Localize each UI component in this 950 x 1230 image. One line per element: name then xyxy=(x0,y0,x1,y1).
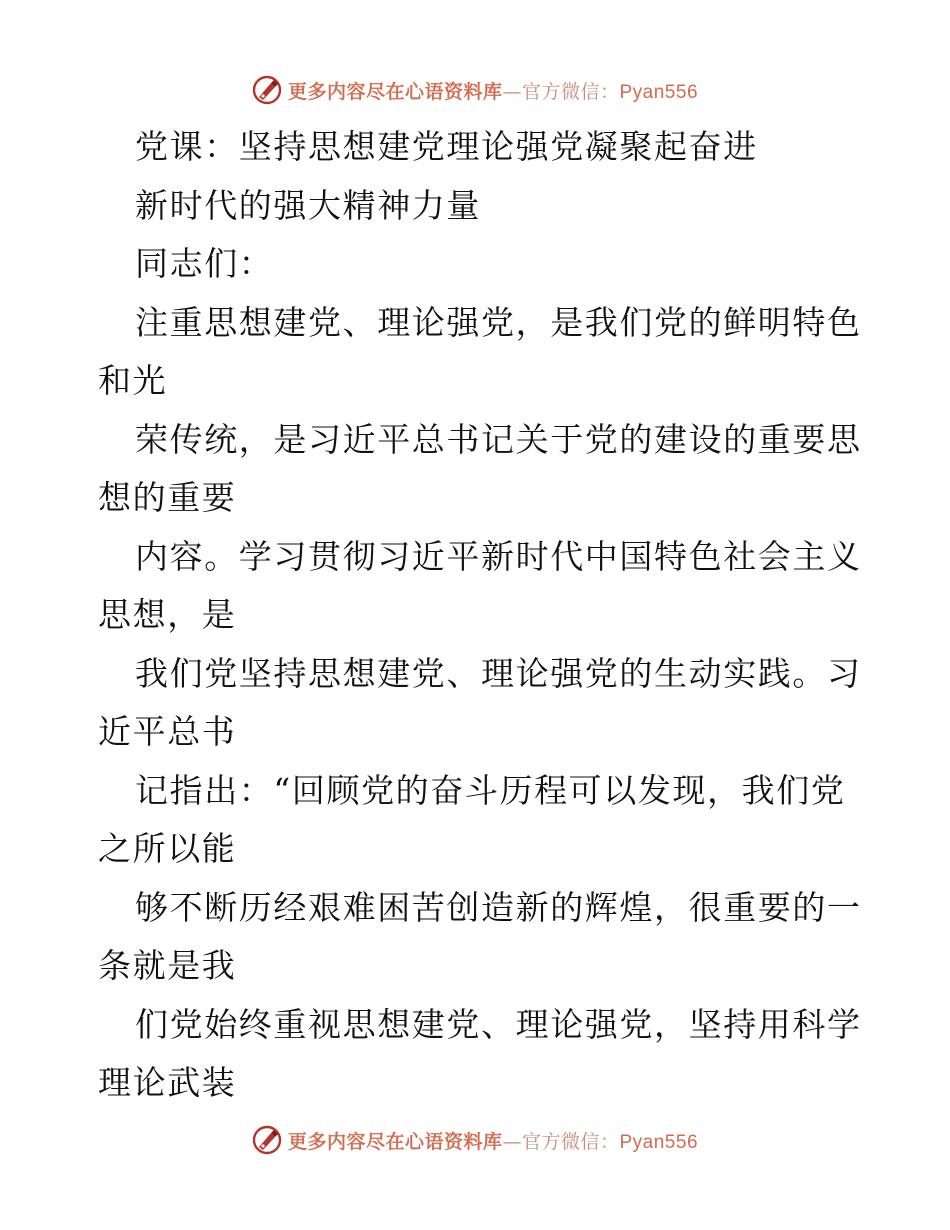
text-line: 们党始终重视思想建党、理论强党，坚持用科学 xyxy=(135,1004,862,1044)
text-line: 同志们： xyxy=(135,244,274,283)
watermark-wechat-label: 官方微信： xyxy=(521,1130,620,1153)
text-line: 党课：坚持思想建党理论强党凝聚起奋进 xyxy=(135,127,758,166)
pen-nib-logo-icon xyxy=(252,75,282,105)
header-watermark xyxy=(0,70,950,110)
text-line: 思想，是 xyxy=(98,595,237,634)
watermark-wechat-label: 官方微信： xyxy=(521,80,620,103)
text-line: 条就是我 xyxy=(98,946,237,985)
text-line: 够不断历经艰难困苦创造新的辉煌，很重要的一 xyxy=(135,887,862,927)
text-line: 理论武装 xyxy=(98,1063,237,1102)
watermark-dash: — xyxy=(502,1130,522,1153)
text-line: 记指出：“回顾党的奋斗历程可以发现，我们党 xyxy=(135,770,846,810)
text-line: 新时代的强大精神力量 xyxy=(135,185,481,225)
pen-nib-logo-icon xyxy=(252,1125,282,1155)
text-line: 我们党坚持思想建党、理论强党的生动实践。习 xyxy=(135,653,862,693)
text-line: 之所以能 xyxy=(98,829,237,868)
text-line: 和光 xyxy=(98,361,168,400)
text-line: 荣传统，是习近平总书记关于党的建设的重要思 xyxy=(135,419,862,459)
watermark-dash: — xyxy=(502,80,522,103)
watermark-main: 更多内容尽在心语资料库 xyxy=(287,80,503,103)
watermark-main: 更多内容尽在心语资料库 xyxy=(287,1130,503,1153)
text-line: 注重思想建党、理论强党，是我们党的鲜明特色 xyxy=(135,302,862,342)
text-line: 想的重要 xyxy=(98,478,237,517)
text-line: 近平总书 xyxy=(98,712,237,751)
document-body xyxy=(98,118,862,1113)
watermark-text xyxy=(288,1127,698,1154)
watermark-wechat-id: Pyan556 xyxy=(619,1131,699,1153)
watermark-wechat-id: Pyan556 xyxy=(619,81,699,103)
footer-watermark xyxy=(0,1120,950,1160)
text-line: 内容。学习贯彻习近平新时代中国特色社会主义 xyxy=(135,536,862,576)
watermark-text xyxy=(288,77,698,104)
